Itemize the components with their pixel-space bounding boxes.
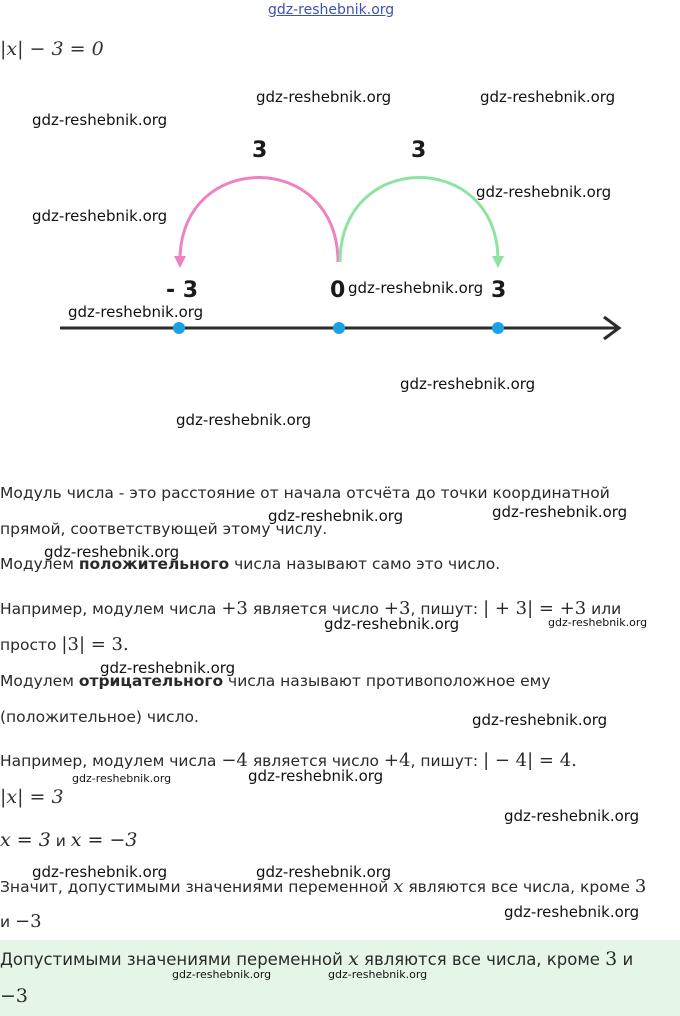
- watermark: gdz-reshebnik.org: [548, 616, 648, 629]
- text-fragment: просто: [0, 636, 62, 654]
- watermark: gdz-reshebnik.org: [32, 207, 168, 225]
- left-arc: [180, 177, 338, 262]
- math-fragment: x = 3: [0, 829, 51, 851]
- text-fragment: , пишут:: [410, 752, 484, 770]
- right-arc-label: 3: [411, 138, 427, 163]
- text-fragment: и: [50, 832, 71, 850]
- text-fragment: числа называют противоположное ему: [223, 672, 551, 690]
- paragraph-definition-line2: прямой, соответствующей этому числу.: [0, 520, 328, 538]
- math-fragment: | + 3| = +3: [483, 598, 587, 619]
- text-fragment: являются все числа, кроме: [358, 950, 606, 969]
- text-fragment: или: [586, 600, 622, 618]
- left-arc-arrowhead: [174, 256, 186, 268]
- paragraph-example-positive-line2: [0, 634, 129, 655]
- paragraph-conclusion-line2: [0, 911, 42, 932]
- watermark: gdz-reshebnik.org: [472, 711, 608, 729]
- text-fragment: Например, модулем числа: [0, 752, 222, 770]
- math-fragment: x = −3: [70, 829, 138, 851]
- text-fragment: числа называют само это число.: [229, 555, 501, 573]
- paragraph-negative: [0, 672, 551, 690]
- watermark: gdz-reshebnik.org: [100, 659, 236, 677]
- number-line-diagram: [0, 130, 680, 370]
- math-fragment: x: [393, 876, 404, 897]
- equation-solutions: [0, 829, 137, 851]
- watermark: gdz-reshebnik.org: [32, 111, 168, 129]
- paragraph-example-positive: [0, 598, 621, 619]
- math-fragment: | − 4| = 4.: [483, 750, 577, 771]
- watermark: gdz-reshebnik.org: [176, 411, 312, 429]
- text-fragment: Значит, допустимыми значениями переменной: [0, 878, 394, 896]
- watermark: gdz-reshebnik.org: [324, 615, 460, 633]
- watermark: gdz-reshebnik.org: [256, 863, 392, 881]
- right-arc-arrowhead: [492, 256, 504, 268]
- equation-top: |x| − 3 = 0: [0, 38, 104, 60]
- math-fragment: +3: [383, 598, 411, 619]
- math-fragment: +3: [221, 598, 248, 619]
- watermark: gdz-reshebnik.org: [504, 903, 640, 921]
- watermark: gdz-reshebnik.org: [492, 503, 628, 521]
- point-label-three: 3: [491, 278, 507, 303]
- watermark: gdz-reshebnik.org: [268, 507, 404, 525]
- text-fragment: Модулем: [0, 672, 79, 690]
- watermark: gdz-reshebnik.org: [72, 772, 172, 785]
- watermark: gdz-reshebnik.org: [476, 183, 612, 201]
- watermark: gdz-reshebnik.org: [348, 279, 484, 297]
- watermark: gdz-reshebnik.org: [172, 968, 272, 981]
- left-arc-label: 3: [252, 138, 268, 163]
- answer-line2: −3: [0, 985, 29, 1007]
- math-fragment: 3: [634, 876, 647, 897]
- text-fragment: , пишут:: [410, 600, 484, 618]
- math-fragment: +4: [383, 750, 411, 771]
- watermark: gdz-reshebnik.org: [32, 863, 168, 881]
- paragraph-definition-line1: Модуль числа - это расстояние от начала отсчёта до точки координатной: [0, 484, 610, 502]
- text-fragment: является число: [247, 752, 384, 770]
- math-fragment: −3: [15, 911, 42, 932]
- watermark: gdz-reshebnik.org: [248, 767, 384, 785]
- watermark: gdz-reshebnik.org: [68, 303, 204, 321]
- text-fragment: Допустимыми значениями переменной: [0, 950, 349, 969]
- equation-abs-x: |x| = 3: [0, 786, 64, 808]
- watermark: gdz-reshebnik.org: [504, 807, 640, 825]
- point-zero: [333, 322, 345, 334]
- paragraph-negative-line2: (положительное) число.: [0, 708, 199, 726]
- point-three: [492, 322, 504, 334]
- text-fragment: являются все числа, кроме: [403, 878, 635, 896]
- right-arc: [340, 177, 498, 262]
- watermark: gdz-reshebnik.org: [480, 88, 616, 106]
- math-fragment: |3| = 3.: [61, 634, 129, 655]
- math-fragment: x: [348, 948, 359, 970]
- watermark-link[interactable]: gdz-reshebnik.org: [268, 2, 395, 18]
- text-fragment: и: [617, 950, 634, 969]
- bold-negative: отрицательного: [78, 672, 224, 690]
- watermark: gdz-reshebnik.org: [44, 543, 180, 561]
- watermark: gdz-reshebnik.org: [256, 88, 392, 106]
- text-fragment: Например, модулем числа: [0, 600, 222, 618]
- math-fragment: −4: [221, 750, 248, 771]
- text-fragment: и: [0, 913, 16, 931]
- watermark: gdz-reshebnik.org: [400, 375, 536, 393]
- point-minus-three: [173, 322, 185, 334]
- text-fragment: Модулем: [0, 555, 79, 573]
- point-label-zero: 0: [330, 278, 346, 303]
- answer-line1: [0, 948, 633, 970]
- watermark: gdz-reshebnik.org: [328, 968, 428, 981]
- bold-positive: положительного: [78, 555, 230, 573]
- point-label-minus-three: - 3: [166, 278, 199, 303]
- math-fragment: 3: [605, 948, 618, 970]
- text-fragment: является число: [247, 600, 384, 618]
